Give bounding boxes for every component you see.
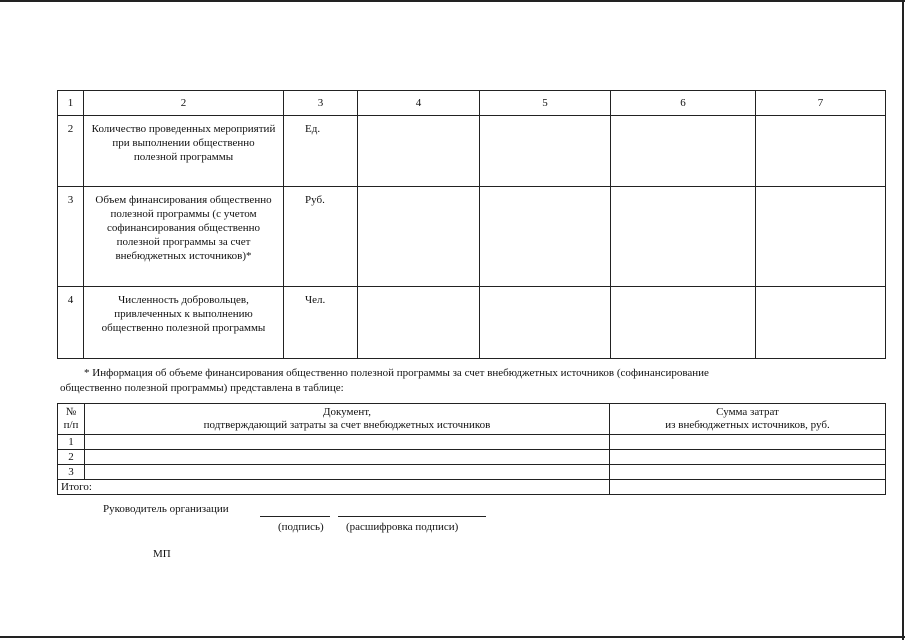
amount-cell[interactable] [610,450,886,465]
amount-cell[interactable] [610,465,886,480]
value-cell[interactable] [756,287,886,359]
column-header: 3 [284,91,358,116]
signature-caption: (подпись) [278,521,324,533]
row-number: 1 [58,435,85,450]
indicator-name: Количество проведенных мероприятий при выполнении общественно полезной программы [84,116,284,187]
column-header: 7 [756,91,886,116]
header-line: подтверждающий затраты за счет внебюджетных источников [203,419,491,431]
table-row [58,435,886,450]
value-cell[interactable] [480,187,611,287]
header-line: Сумма затрат [716,406,779,418]
table-row [58,465,886,480]
stamp-place-label: МП [153,548,171,560]
footnote-line: * Информация об объеме финансирования общественно полезной программы за счет внебюджетных источников (софинансирование [84,367,709,379]
page-border-right [902,0,904,640]
footnote-line: общественно полезной программы) представлена в таблице: [60,382,344,394]
total-row [58,480,886,495]
column-header: 6 [611,91,756,116]
value-cell[interactable] [358,187,480,287]
row-number: 2 [58,450,85,465]
total-label: Итого: [58,480,610,495]
row-number: 3 [58,465,85,480]
column-header-number [58,404,85,435]
column-header: 2 [84,91,284,116]
value-cell[interactable] [480,287,611,359]
signature-line[interactable] [260,516,330,517]
indicator-name: Объем финансирования общественно полезной программы (с учетом софинансирования общественно полезной программы за счет внебюджетных источников)* [84,187,284,287]
amount-cell[interactable] [610,435,886,450]
row-number: 3 [58,187,84,287]
table-row [58,287,886,359]
page-border-top [0,0,905,2]
table-header-row [58,91,886,116]
table-row [58,450,886,465]
header-line: из внебюджетных источников, руб. [665,419,830,431]
indicators-table [57,90,886,359]
unit-cell: Ед. [284,116,358,187]
table-row [58,187,886,287]
column-header: 4 [358,91,480,116]
document-cell[interactable] [85,465,610,480]
indicator-name: Численность добровольцев, привлеченных к выполнению общественно полезной программы [84,287,284,359]
header-line: № [65,406,77,418]
document-cell[interactable] [85,435,610,450]
column-header: 5 [480,91,611,116]
column-header-document [85,404,610,435]
page-border-bottom [0,636,905,638]
row-number: 2 [58,116,84,187]
value-cell[interactable] [611,116,756,187]
value-cell[interactable] [611,287,756,359]
header-line: п/п [63,419,79,431]
row-number: 4 [58,287,84,359]
total-amount-cell[interactable] [610,480,886,495]
value-cell[interactable] [756,116,886,187]
header-line: Документ, [322,406,371,418]
funding-table [57,403,886,495]
column-header: 1 [58,91,84,116]
unit-cell: Чел. [284,287,358,359]
signature-decode-caption: (расшифровка подписи) [346,521,459,533]
column-header-amount [610,404,886,435]
unit-cell: Руб. [284,187,358,287]
value-cell[interactable] [756,187,886,287]
value-cell[interactable] [358,287,480,359]
value-cell[interactable] [358,116,480,187]
table-header-row [58,404,886,435]
document-cell[interactable] [85,450,610,465]
signature-decode-line[interactable] [338,516,486,517]
signature-label: Руководитель организации [103,503,229,515]
value-cell[interactable] [611,187,756,287]
footnote [60,366,860,396]
table-row [58,116,886,187]
value-cell[interactable] [480,116,611,187]
